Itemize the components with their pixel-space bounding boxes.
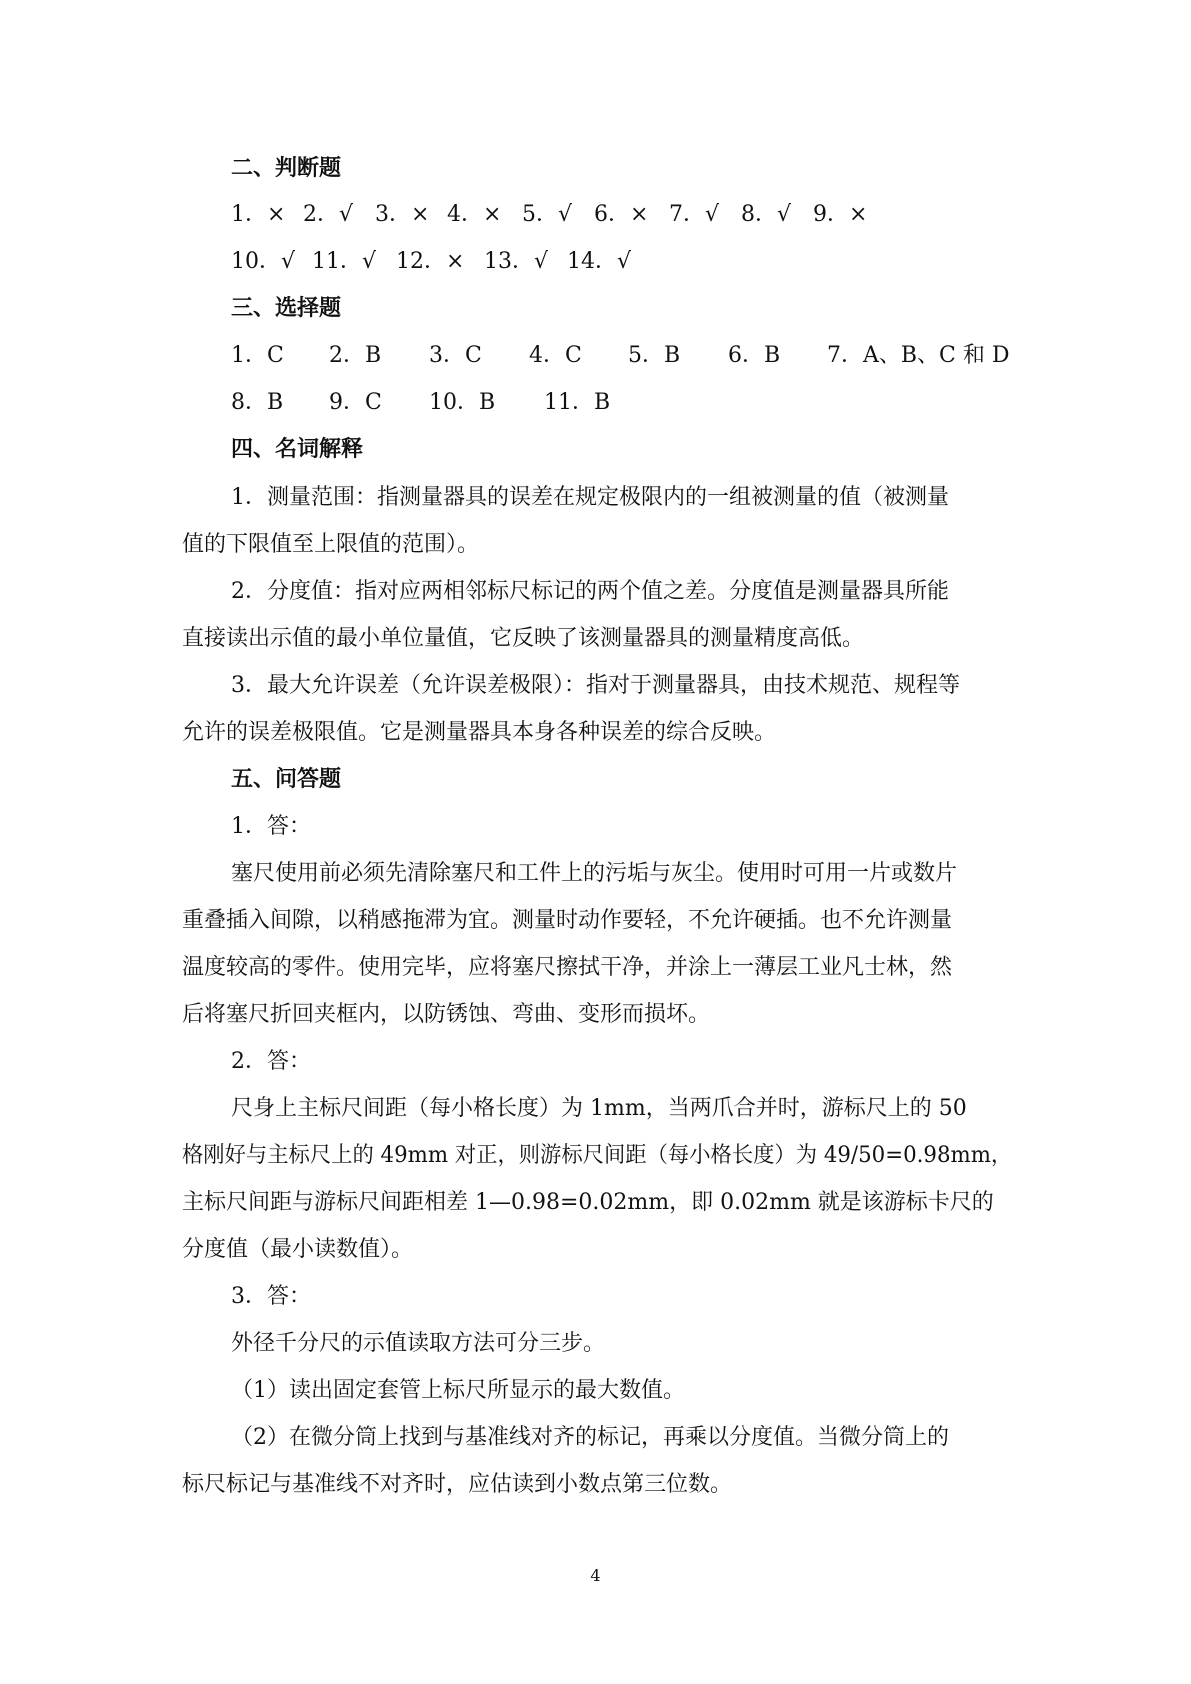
answer-item: 11．√ [312, 249, 377, 274]
qa-answer-line: （1）读出固定套管上标尺所显示的最大数值。 [231, 1378, 685, 1403]
answer-item: 8．√ [741, 202, 792, 227]
qa-answer-label: 2．答： [231, 1049, 311, 1074]
answer-item: 10．√ [231, 249, 296, 274]
answer-item: 9．C [329, 390, 382, 415]
term-definition-line: 1．测量范围：指测量器具的误差在规定极限内的一组被测量的值（被测量 [231, 485, 949, 510]
answer-item: 6．B [728, 343, 781, 368]
qa-answer-line: 温度较高的零件。使用完毕，应将塞尺擦拭干净，并涂上一薄层工业凡士林，然 [182, 955, 953, 980]
term-definition-line: 3．最大允许误差（允许误差极限）：指对于测量器具，由技术规范、规程等 [231, 673, 960, 698]
answer-item: 12．× [396, 249, 465, 274]
qa-answer-label: 1．答： [231, 814, 311, 839]
answer-item: 4．× [447, 202, 502, 227]
answer-item: 3．× [375, 202, 430, 227]
answer-item: 7．A、B、C 和 D [827, 343, 1010, 368]
answer-item: 13．√ [484, 249, 549, 274]
qa-answer-line: 主标尺间距与游标尺间距相差 1—0.98=0.02mm，即 0.02mm 就是该游标卡尺的 [182, 1190, 994, 1215]
qa-answer-line: 标尺标记与基准线不对齐时，应估读到小数点第三位数。 [182, 1472, 733, 1497]
section-heading-terms: 四、名词解释 [231, 437, 364, 462]
term-definition-line: 2．分度值：指对应两相邻标尺标记的两个值之差。分度值是测量器具所能 [231, 579, 949, 604]
qa-answer-label: 3．答： [231, 1284, 311, 1309]
answer-item: 1．× [231, 202, 286, 227]
answer-item: 5．B [628, 343, 681, 368]
qa-answer-line: （2）在微分筒上找到与基准线对齐的标记，再乘以分度值。当微分筒上的 [231, 1425, 949, 1450]
section-heading-judgment: 二、判断题 [231, 156, 342, 181]
answer-item: 9．× [813, 202, 868, 227]
answer-item: 2．B [329, 343, 382, 368]
term-definition-line: 值的下限值至上限值的范围）。 [182, 532, 480, 557]
term-definition-line: 直接读出示值的最小单位量值，它反映了该测量器具的测量精度高低。 [182, 626, 865, 651]
qa-answer-line: 格刚好与主标尺上的 49mm 对正，则游标尺间距（每小格长度）为 49/50=0.98mm， [182, 1143, 1013, 1168]
answer-item: 7．√ [669, 202, 720, 227]
answer-item: 14．√ [567, 249, 632, 274]
answer-item: 2．√ [303, 202, 354, 227]
qa-answer-line: 外径千分尺的示值读取方法可分三步。 [231, 1331, 606, 1356]
answer-item: 11．B [544, 390, 611, 415]
answer-item: 6．× [594, 202, 649, 227]
section-heading-choice: 三、选择题 [231, 296, 342, 321]
section-heading-qa: 五、问答题 [231, 767, 342, 792]
page-number: 4 [590, 1566, 601, 1585]
qa-answer-line: 重叠插入间隙，以稍感拖滞为宜。测量时动作要轻，不允许硬插。也不允许测量 [182, 908, 953, 933]
answer-item: 10．B [429, 390, 496, 415]
answer-item: 5．√ [522, 202, 573, 227]
qa-answer-line: 尺身上主标尺间距（每小格长度）为 1mm，当两爪合并时，游标尺上的 50 [231, 1096, 967, 1121]
term-definition-line: 允许的误差极限值。它是测量器具本身各种误差的综合反映。 [182, 720, 777, 745]
qa-answer-line: 后将塞尺折回夹框内，以防锈蚀、弯曲、变形而损坏。 [182, 1002, 711, 1027]
qa-answer-line: 分度值（最小读数值）。 [182, 1237, 414, 1262]
qa-answer-line: 塞尺使用前必须先清除塞尺和工件上的污垢与灰尘。使用时可用一片或数片 [231, 861, 958, 886]
answer-item: 8．B [231, 390, 284, 415]
answer-item: 4．C [529, 343, 582, 368]
answer-item: 3．C [429, 343, 482, 368]
answer-item: 1．C [231, 343, 284, 368]
